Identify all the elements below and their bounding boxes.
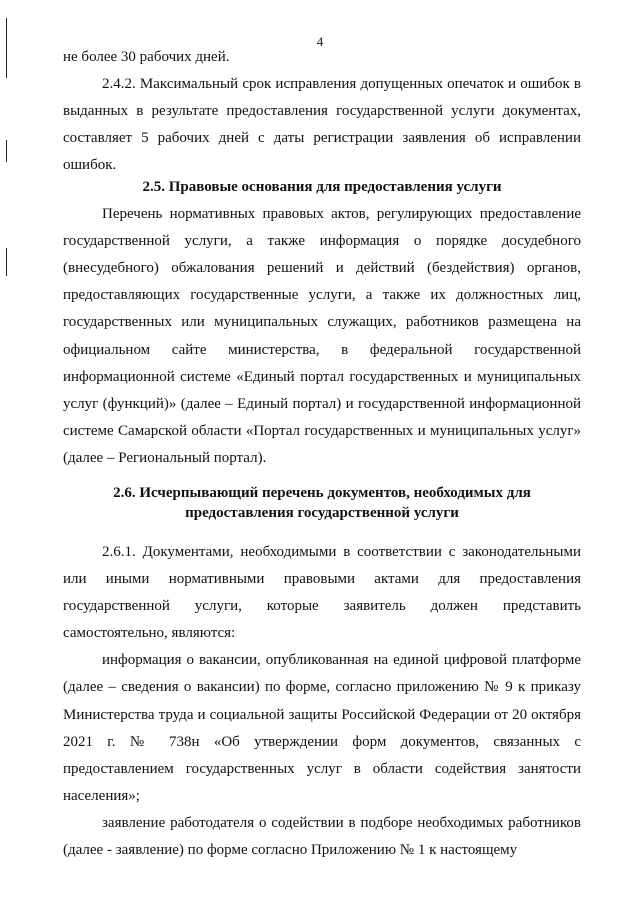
heading-2-6-block bbox=[63, 483, 581, 523]
section-2-6-block bbox=[63, 539, 581, 864]
heading-2-5: 2.5. Правовые основания для предоставления услуги bbox=[142, 179, 502, 195]
section-2-4-block bbox=[63, 44, 581, 179]
heading-2-6 bbox=[63, 483, 581, 523]
paragraph-2-4-2: 2.4.2. Максимальный срок исправления допущенных опечаток и ошибок в выданных в результате предоставления государственной услуги документах, составляет 5 рабочих дней с даты регистрации заявления об исправлении ошибок. bbox=[63, 76, 581, 174]
page-number: 4 bbox=[316, 34, 324, 49]
paragraph-2-6-1: 2.6.1. Документами, необходимыми в соответствии с законодательными или иными нормативными правовыми актами для предоставления государственной услуги, которые заявитель должен представить самостоятельно, являются: bbox=[63, 544, 581, 642]
scan-edge-mark-middle bbox=[6, 140, 7, 162]
heading-2-6-line2: предоставления государственной услуги bbox=[185, 505, 459, 521]
paragraph-2-5: Перечень нормативных правовых актов, регулирующих предоставление государственной услуги, а также информация о порядке досудебного (внесудебного) обжалования решений и действий (бездействия) органов, предоставляющих государственные услуги, а также их должностных лиц, государственных или муниципальных служащих, работников размещена на официальном сайте министерства, в федеральной государственной информационной системе «Единый портал государственных и муниципальных услуг (функций)» (далее – Единый портал) и государственной информационной системе Самарской области «Портал государственных и муниципальных услуг» (далее – Региональный портал). bbox=[63, 206, 581, 466]
section-2-5-block bbox=[63, 174, 581, 472]
top-fragment: не более 30 рабочих дней. bbox=[63, 49, 230, 65]
paragraph-vacancy-info: информация о вакансии, опубликованная на единой цифровой платформе (далее – сведения о вакансии) по форме, согласно приложению № 9 к приказу Министерства труда и социальной защиты Российской Федерации от 20 октября 2021 г. № 738н «Об утверждении форм документов, связанных с предоставлением государственных услуг в области содействия занятости населения»; bbox=[63, 652, 581, 804]
paragraph-employer-application: заявление работодателя о содействии в подборе необходимых работников (далее - заявление) по форме согласно Приложению № 1 к настоящему bbox=[63, 814, 581, 859]
heading-2-6-line1: 2.6. Исчерпывающий перечень документов, необходимых для bbox=[113, 485, 531, 501]
scan-edge-mark-lower bbox=[6, 248, 7, 276]
